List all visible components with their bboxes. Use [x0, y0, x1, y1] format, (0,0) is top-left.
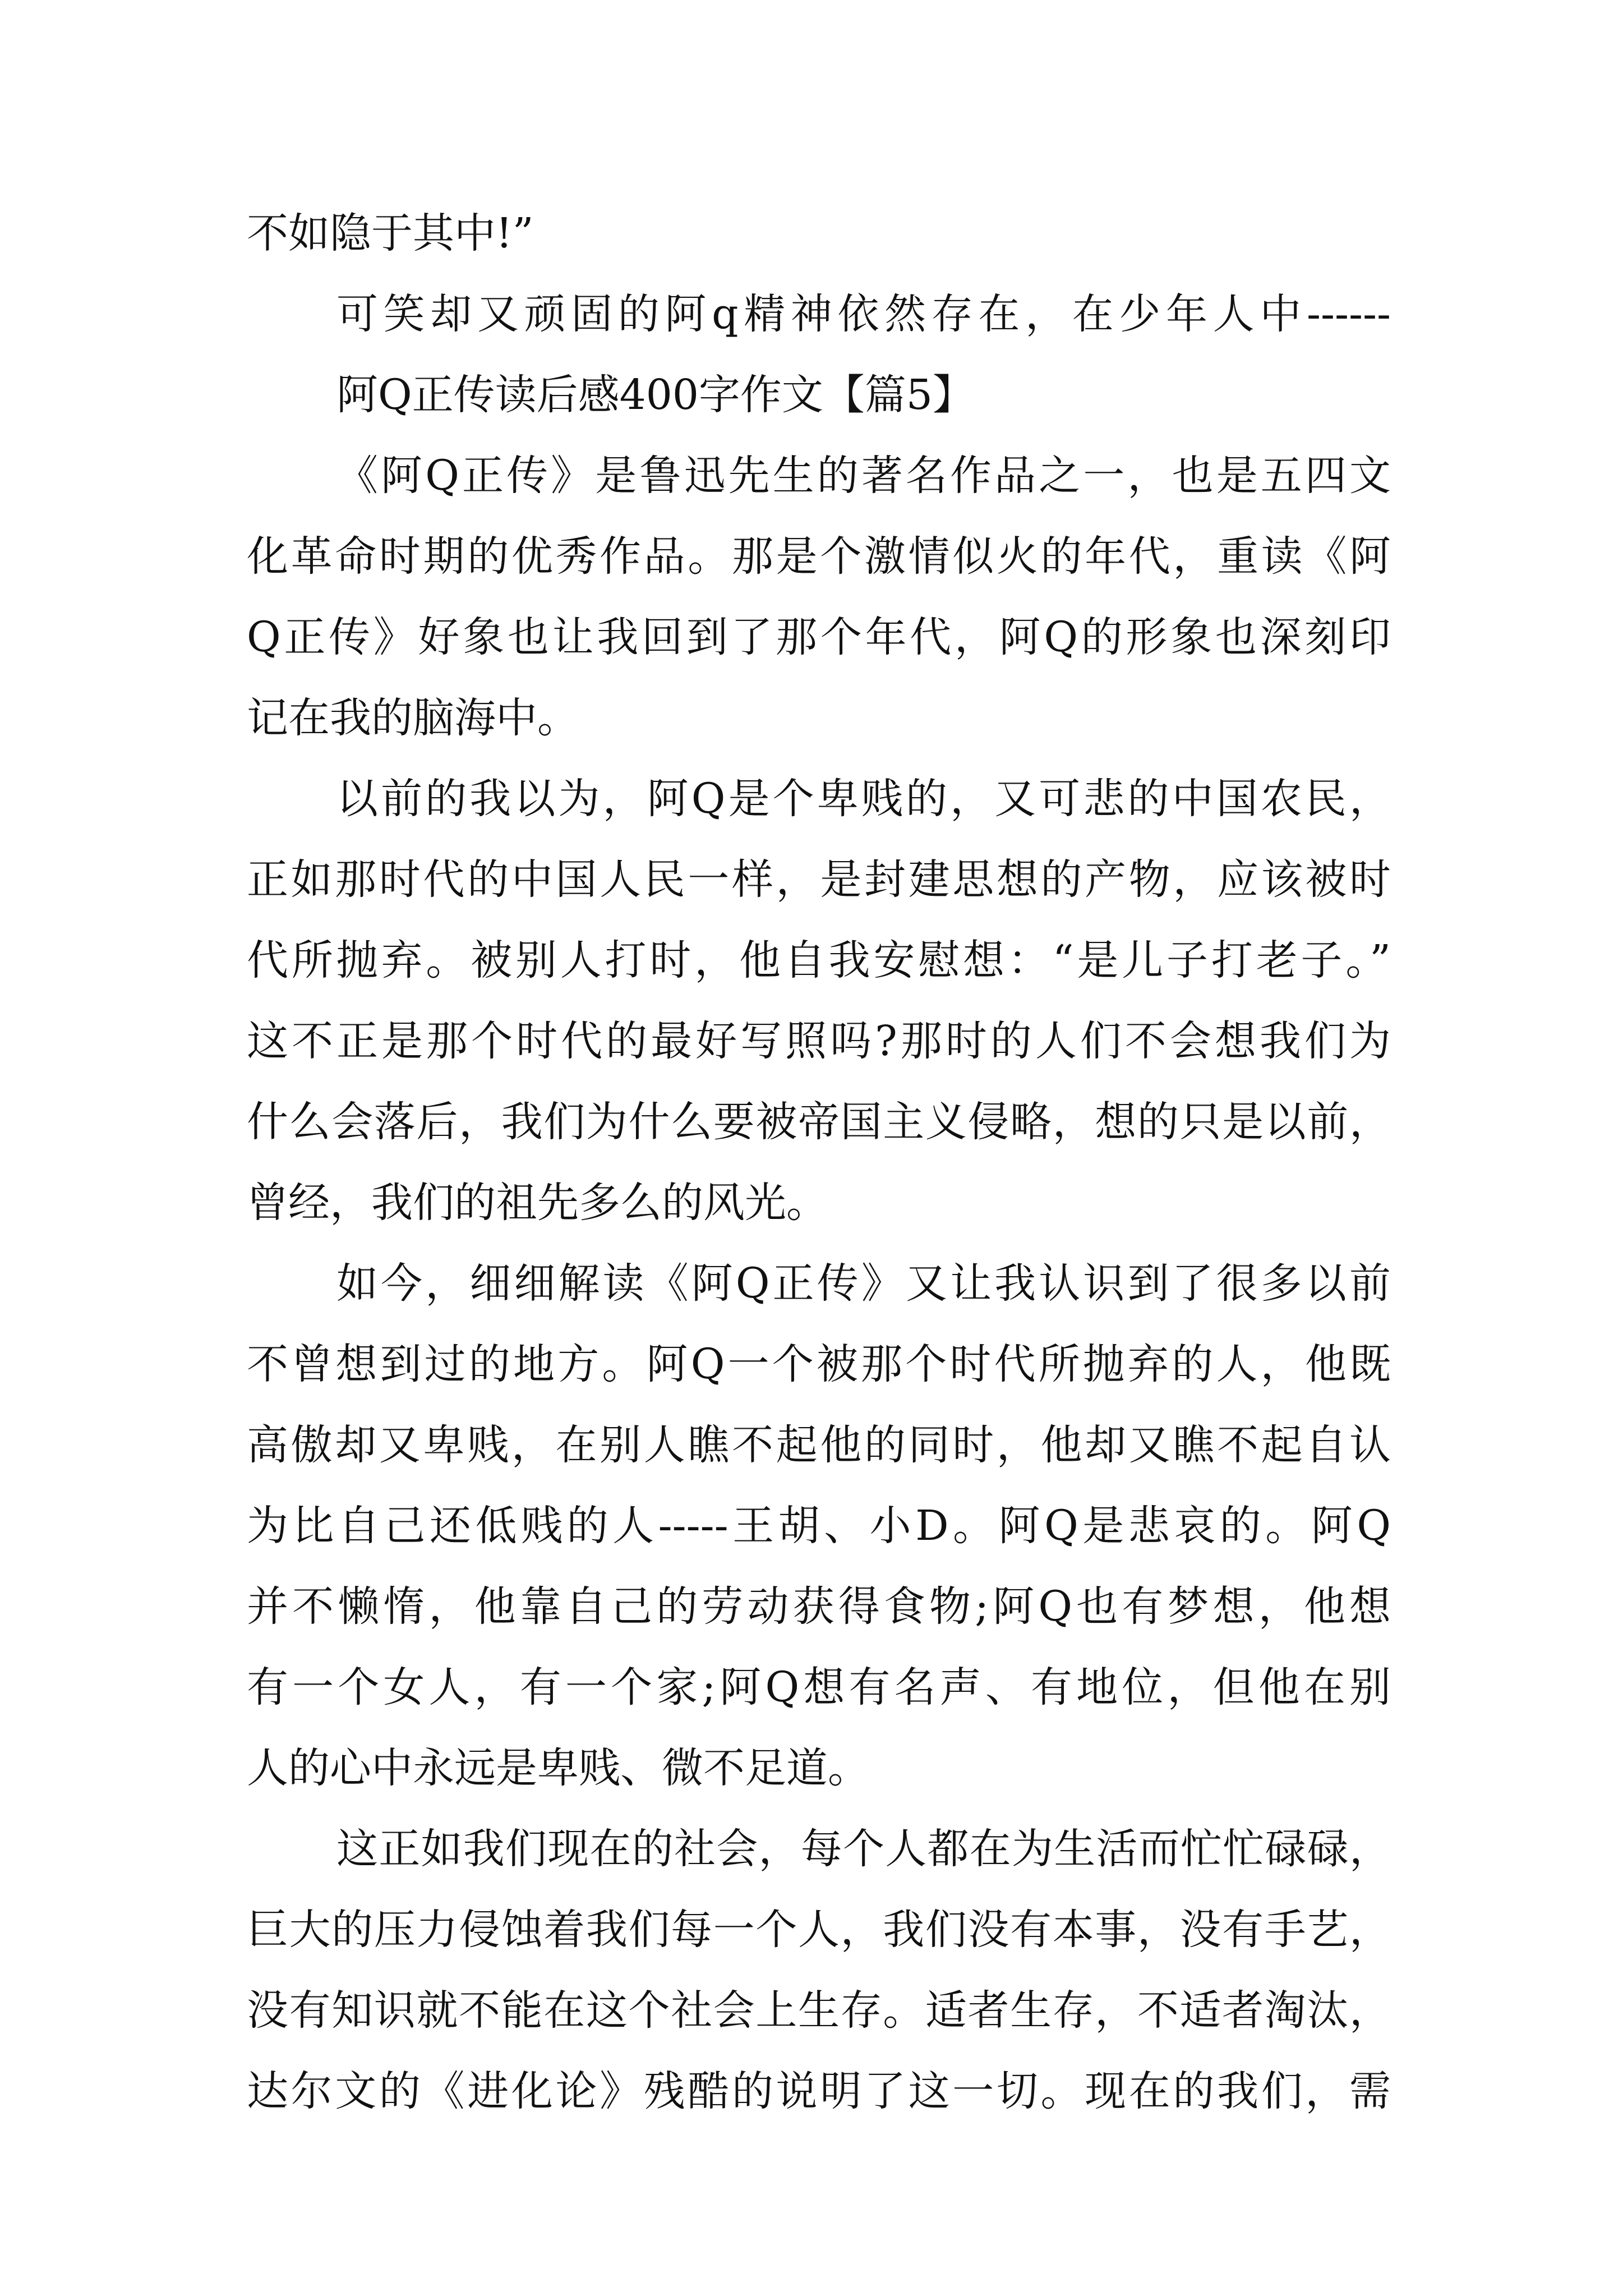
text-line: 达尔文的《进化论》残酷的说明了这一切。现在的我们，需: [247, 2067, 1391, 2115]
text-line: 并不懒惰，他靠自己的劳动获得食物;阿Q也有梦想，他想: [247, 1582, 1391, 1631]
text-line: 有一个女人，有一个家;阿Q想有名声、有地位，但他在别: [247, 1663, 1391, 1711]
text-line: 以前的我以为，阿Q是个卑贱的，又可悲的中国农民，: [336, 775, 1391, 823]
text-line: 巨大的压力侵蚀着我们每一个人，我们没有本事，没有手艺，: [247, 1906, 1391, 1954]
text-line: 这正如我们现在的社会，每个人都在为生活而忙忙碌碌，: [336, 1825, 1391, 1873]
text-line: Q正传》好象也让我回到了那个年代，阿Q的形象也深刻印: [247, 613, 1391, 661]
text-line: 《阿Q正传》是鲁迅先生的著名作品之一，也是五四文: [336, 452, 1391, 500]
text-line: 这不正是那个时代的最好写照吗?那时的人们不会想我们为: [247, 1017, 1391, 1065]
text-line: 不如隐于其中!”: [247, 209, 534, 257]
text-line: 曾经，我们的祖先多么的风光。: [247, 1179, 828, 1227]
text-line: 高傲却又卑贱，在别人瞧不起他的同时，他却又瞧不起自认: [247, 1421, 1391, 1469]
text-line: 代所抛弃。被别人打时，他自我安慰想：“是儿子打老子。”: [247, 936, 1391, 984]
text-line: 人的心中永远是卑贱、微不足道。: [247, 1744, 869, 1792]
text-line: 可笑却又顽固的阿q精神依然存在，在少年人中------: [336, 290, 1391, 338]
text-line: 正如那时代的中国人民一样，是封建思想的产物，应该被时: [247, 855, 1391, 904]
text-line: 化革命时期的优秀作品。那是个激情似火的年代，重读《阿: [247, 532, 1391, 581]
text-line: 没有知识就不能在这个社会上生存。适者生存，不适者淘汰，: [247, 1986, 1391, 2035]
text-line: 记在我的脑海中。: [247, 694, 579, 742]
text-line: 不曾想到过的地方。阿Q一个被那个时代所抛弃的人，他既: [247, 1340, 1391, 1388]
text-line: 为比自己还低贱的人-----王胡、小D。阿Q是悲哀的。阿Q: [247, 1502, 1391, 1550]
text-line: 如今，细细解读《阿Q正传》又让我认识到了很多以前: [336, 1259, 1391, 1308]
section-heading: 阿Q正传读后感400字作文【篇5】: [336, 371, 974, 419]
text-line: 什么会落后，我们为什么要被帝国主义侵略，想的只是以前，: [247, 1098, 1391, 1146]
